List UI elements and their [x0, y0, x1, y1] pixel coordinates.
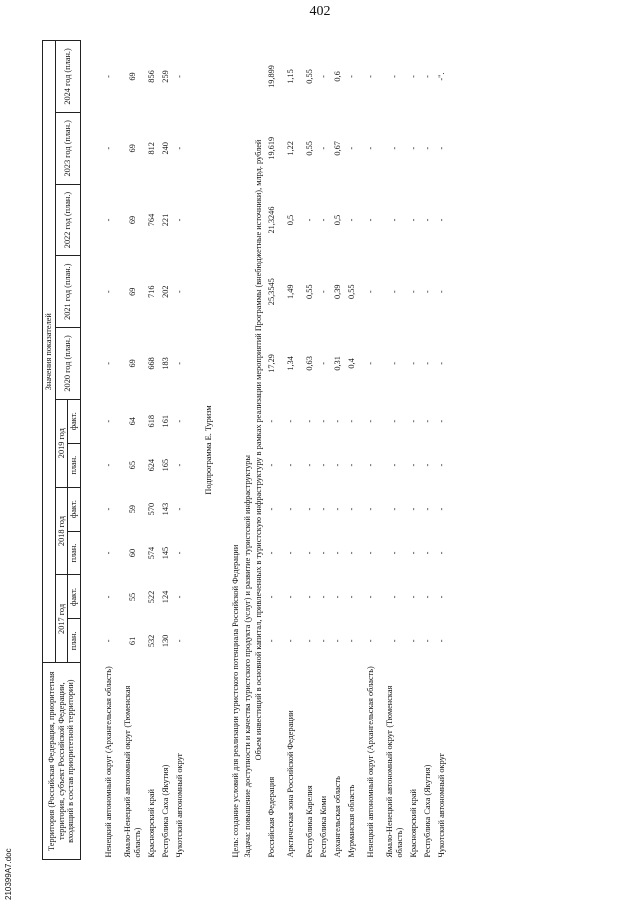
- value-cell: -: [318, 75, 328, 78]
- task-text: Задача: повышение доступности и качества туристского продукта (услуг) и развитие туристской инфраструктуры: [242, 455, 252, 858]
- value-cell: -: [422, 218, 432, 222]
- value-cell: 1,49: [285, 284, 295, 299]
- value-cell: -: [365, 507, 375, 511]
- header-2023: 2023 год (план.): [55, 112, 80, 184]
- value-cell: -: [304, 639, 314, 643]
- value-cell: -: [436, 463, 446, 467]
- value-cell: 0,4: [346, 358, 356, 369]
- table-body: [80, 41, 449, 860]
- table-row: [317, 41, 331, 860]
- value-cell: -: [318, 362, 328, 365]
- value-cell: 618: [146, 415, 156, 428]
- value-cell: -: [174, 146, 184, 150]
- value-cell: -: [174, 463, 184, 467]
- value-cell: 856: [146, 70, 156, 83]
- value-cell: 183: [160, 357, 170, 370]
- value-cell: -: [422, 75, 432, 78]
- value-cell: -: [408, 218, 418, 222]
- value-cell: -: [304, 551, 314, 555]
- value-cell: 0,6: [332, 71, 342, 82]
- value-cell: -: [266, 419, 276, 423]
- territory-cell: Ямало-Ненецкий автономный округ (Тюменская область): [123, 685, 142, 858]
- value-cell: -: [346, 595, 356, 599]
- value-cell: -: [103, 551, 113, 555]
- value-cell: 19,899: [266, 65, 276, 88]
- header-2019: 2019 год: [55, 399, 68, 487]
- value-cell: -: [389, 595, 399, 599]
- value-cell: 69: [127, 215, 137, 225]
- value-cell: 0,39: [332, 284, 342, 299]
- value-cell: -: [365, 146, 375, 150]
- header-2020: 2020 год (план.): [55, 328, 80, 400]
- territory-cell: Архангельская область: [332, 776, 342, 858]
- table-row: [435, 41, 449, 860]
- value-cell: -: [174, 218, 184, 222]
- page-number: 402: [309, 4, 331, 19]
- value-cell: -: [422, 290, 432, 294]
- value-cell: 165: [160, 458, 170, 472]
- value-cell: 0,31: [332, 356, 342, 371]
- value-cell: -: [408, 75, 418, 78]
- value-cell: -: [422, 419, 432, 423]
- territory-cell: Республика Саха (Якутия): [160, 764, 170, 858]
- value-cell: -: [103, 595, 113, 599]
- value-cell: 532: [146, 634, 156, 648]
- header-2017-plan: план.: [68, 619, 81, 663]
- value-cell: -: [365, 463, 375, 467]
- value-cell: -: [318, 551, 328, 555]
- value-cell: 202: [160, 285, 170, 298]
- value-cell: 145: [160, 546, 170, 560]
- value-cell: -: [346, 507, 356, 511]
- value-cell: -: [285, 463, 295, 467]
- value-cell: -: [346, 218, 356, 222]
- value-cell: -: [318, 463, 328, 467]
- value-cell: 161: [160, 415, 170, 428]
- value-cell: -: [103, 362, 113, 365]
- territory-cell: Красноярский край: [408, 789, 418, 858]
- value-cell: -: [346, 639, 356, 643]
- value-cell: 65: [127, 461, 137, 470]
- value-cell: 130: [160, 634, 170, 648]
- value-cell: -: [285, 507, 295, 511]
- header-2017: 2017 год: [55, 575, 68, 663]
- value-cell: 60: [127, 548, 137, 558]
- value-cell: -: [436, 362, 446, 365]
- territory-cell: Мурманская область: [346, 784, 356, 858]
- value-cell: -: [365, 595, 375, 599]
- header-values: Значения показателей: [43, 41, 56, 663]
- value-cell: -".: [436, 72, 446, 81]
- value-cell: 0,55: [304, 69, 314, 84]
- value-cell: -: [318, 290, 328, 294]
- value-cell: -: [389, 419, 399, 423]
- value-cell: -: [266, 507, 276, 511]
- value-cell: 716: [146, 285, 156, 298]
- value-cell: 668: [146, 357, 156, 370]
- value-cell: -: [389, 290, 399, 294]
- value-cell: -: [174, 639, 184, 643]
- value-cell: -: [318, 419, 328, 423]
- value-cell: -: [408, 595, 418, 599]
- value-cell: -: [304, 507, 314, 511]
- table-row: [279, 41, 303, 860]
- spacer: [80, 41, 97, 860]
- value-cell: 64: [127, 417, 137, 426]
- value-cell: -: [318, 146, 328, 150]
- table-row: [159, 41, 173, 860]
- value-cell: 1,22: [285, 141, 295, 156]
- value-cell: -: [408, 463, 418, 467]
- value-cell: 764: [146, 213, 156, 227]
- value-cell: 0,67: [332, 141, 342, 156]
- value-cell: -: [408, 507, 418, 511]
- table-row: [265, 41, 279, 860]
- value-cell: -: [103, 507, 113, 511]
- value-cell: -: [332, 507, 342, 511]
- rotated-table-container: [42, 40, 588, 860]
- value-cell: -: [389, 146, 399, 150]
- value-cell: 17,29: [266, 354, 276, 373]
- spacer: [187, 41, 203, 860]
- value-cell: 1,34: [285, 356, 295, 371]
- territory-cell: Ямало-Ненецкий автономный округ (Тюменская область): [385, 685, 404, 858]
- table-row: [421, 41, 435, 860]
- territory-cell: Республика Коми: [318, 795, 328, 858]
- value-cell: -: [365, 639, 375, 643]
- value-cell: -: [365, 419, 375, 423]
- value-cell: -: [318, 507, 328, 511]
- value-cell: -: [174, 419, 184, 423]
- value-cell: 624: [146, 458, 156, 472]
- value-cell: -: [285, 595, 295, 599]
- value-cell: -: [332, 595, 342, 599]
- value-cell: -: [304, 463, 314, 467]
- territory-cell: Ненецкий автономный округ (Архангельская область): [365, 666, 375, 858]
- table-row: [121, 41, 145, 860]
- value-cell: -: [365, 362, 375, 365]
- value-cell: -: [174, 75, 184, 78]
- value-cell: -: [389, 507, 399, 511]
- value-cell: -: [389, 639, 399, 643]
- territory-cell: Ненецкий автономный округ (Архангельская область): [103, 666, 113, 858]
- value-cell: -: [422, 362, 432, 365]
- value-cell: -: [103, 639, 113, 643]
- indicator-title: Объем инвестиций в основной капитал, привлеченных в туристскую инфраструктуру в рамках реализации мероприятий Программы (внебюджетные источники), млрд. рублей: [254, 139, 264, 761]
- value-cell: -: [422, 551, 432, 555]
- value-cell: -: [174, 507, 184, 511]
- table-row: [97, 41, 121, 860]
- value-cell: -: [174, 551, 184, 555]
- value-cell: -: [389, 218, 399, 222]
- value-cell: 59: [127, 504, 137, 514]
- territory-cell: Республика Карелия: [304, 785, 314, 858]
- value-cell: -: [174, 362, 184, 365]
- value-cell: 19,619: [266, 136, 276, 160]
- value-cell: -: [304, 419, 314, 423]
- value-cell: -: [408, 639, 418, 643]
- value-cell: -: [436, 290, 446, 294]
- value-cell: -: [103, 75, 113, 78]
- goal-text: Цель: создание условий для реализации туристского потенциала Российской Федерации: [231, 544, 241, 858]
- header-2018: 2018 год: [55, 487, 68, 575]
- value-cell: 259: [160, 70, 170, 83]
- value-cell: -: [389, 362, 399, 365]
- value-cell: -: [285, 551, 295, 555]
- value-cell: -: [346, 146, 356, 150]
- value-cell: 69: [127, 359, 137, 368]
- value-cell: -: [318, 218, 328, 222]
- territory-cell: Российская Федерация: [266, 776, 276, 858]
- header-2018-plan: план.: [68, 531, 81, 575]
- value-cell: -: [422, 639, 432, 643]
- value-cell: -: [266, 639, 276, 643]
- value-cell: 69: [127, 144, 137, 153]
- territory-cell: Арктическая зона Российской Федерации: [285, 710, 295, 858]
- value-cell: -: [332, 551, 342, 555]
- value-cell: 21,3246: [266, 206, 276, 234]
- table-row: [359, 41, 383, 860]
- territory-cell: Республика Саха (Якутия): [422, 764, 432, 858]
- value-cell: -: [365, 551, 375, 555]
- header-2017-fact: факт.: [68, 575, 81, 619]
- value-cell: -: [318, 639, 328, 643]
- value-cell: 0,5: [332, 214, 342, 226]
- header-2019-fact: факт.: [68, 399, 81, 443]
- table-row: [383, 41, 407, 860]
- value-cell: -: [436, 419, 446, 423]
- value-cell: -: [346, 551, 356, 555]
- table-row: [173, 41, 187, 860]
- territory-cell: Чукотский автономный округ: [436, 752, 446, 858]
- value-cell: -: [103, 290, 113, 294]
- header-2022: 2022 год (план.): [55, 184, 80, 256]
- value-cell: -: [408, 146, 418, 150]
- territory-cell: Чукотский автономный округ: [174, 752, 184, 858]
- value-cell: -: [304, 218, 314, 222]
- value-cell: -: [103, 463, 113, 467]
- table-row: [407, 41, 421, 860]
- value-cell: -: [422, 146, 432, 150]
- table-row: [303, 41, 317, 860]
- value-cell: 0,5: [285, 214, 295, 226]
- header-2019-plan: план.: [68, 443, 81, 487]
- value-cell: -: [318, 595, 328, 599]
- table-header: [43, 41, 81, 860]
- table-row: [145, 41, 159, 860]
- value-cell: -: [332, 463, 342, 467]
- value-cell: -: [408, 290, 418, 294]
- value-cell: 69: [127, 72, 137, 81]
- value-cell: 574: [146, 546, 156, 560]
- value-cell: 0,63: [304, 356, 314, 371]
- value-cell: -: [436, 595, 446, 599]
- value-cell: 61: [127, 636, 137, 646]
- document-code: 210399A7.doc: [4, 848, 13, 900]
- value-cell: -: [332, 639, 342, 643]
- value-cell: -: [408, 551, 418, 555]
- value-cell: -: [285, 639, 295, 643]
- value-cell: 240: [160, 142, 170, 155]
- value-cell: 1,15: [285, 69, 295, 84]
- table-row: [331, 41, 345, 860]
- value-cell: -: [436, 551, 446, 555]
- header-2024: 2024 год (план.): [55, 41, 80, 113]
- value-cell: -: [389, 463, 399, 467]
- value-cell: 0,55: [346, 284, 356, 299]
- value-cell: -: [332, 419, 342, 423]
- value-cell: -: [422, 507, 432, 511]
- value-cell: 25,3545: [266, 278, 276, 306]
- value-cell: -: [304, 595, 314, 599]
- value-cell: -: [408, 419, 418, 423]
- header-2018-fact: факт.: [68, 487, 81, 531]
- spacer: [214, 41, 230, 860]
- table-row: [345, 41, 359, 860]
- indicators-table: [42, 40, 449, 860]
- value-cell: -: [266, 463, 276, 467]
- value-cell: 522: [146, 590, 156, 604]
- value-cell: 221: [160, 213, 170, 227]
- value-cell: -: [346, 463, 356, 467]
- value-cell: 812: [146, 142, 156, 155]
- value-cell: 0,55: [304, 284, 314, 299]
- value-cell: -: [422, 463, 432, 467]
- value-cell: -: [103, 218, 113, 222]
- value-cell: -: [422, 595, 432, 599]
- header-territory: Территория (Российская Федерация, приоритетная территория, субъект Российской Федерации, входящий в состав приоритетной территории): [43, 663, 81, 860]
- value-cell: 570: [146, 502, 156, 516]
- value-cell: -: [436, 639, 446, 643]
- value-cell: -: [103, 419, 113, 423]
- value-cell: -: [346, 75, 356, 78]
- value-cell: -: [408, 362, 418, 365]
- value-cell: 69: [127, 287, 137, 296]
- value-cell: -: [389, 75, 399, 78]
- value-cell: -: [285, 419, 295, 423]
- value-cell: -: [266, 595, 276, 599]
- header-2021: 2021 год (план.): [55, 256, 80, 328]
- value-cell: -: [365, 290, 375, 294]
- value-cell: -: [174, 595, 184, 599]
- value-cell: -: [389, 551, 399, 555]
- value-cell: -: [436, 146, 446, 150]
- value-cell: -: [436, 507, 446, 511]
- value-cell: 143: [160, 502, 170, 516]
- value-cell: -: [266, 551, 276, 555]
- value-cell: -: [174, 290, 184, 294]
- value-cell: -: [346, 419, 356, 423]
- value-cell: -: [436, 218, 446, 222]
- territory-cell: Красноярский край: [146, 789, 156, 858]
- value-cell: -: [103, 146, 113, 150]
- value-cell: 0,55: [304, 141, 314, 156]
- value-cell: -: [365, 75, 375, 78]
- value-cell: 124: [160, 590, 170, 604]
- subprogram-title: Подпрограмма Е. Туризм: [203, 405, 213, 495]
- value-cell: 55: [127, 592, 137, 602]
- value-cell: -: [365, 218, 375, 222]
